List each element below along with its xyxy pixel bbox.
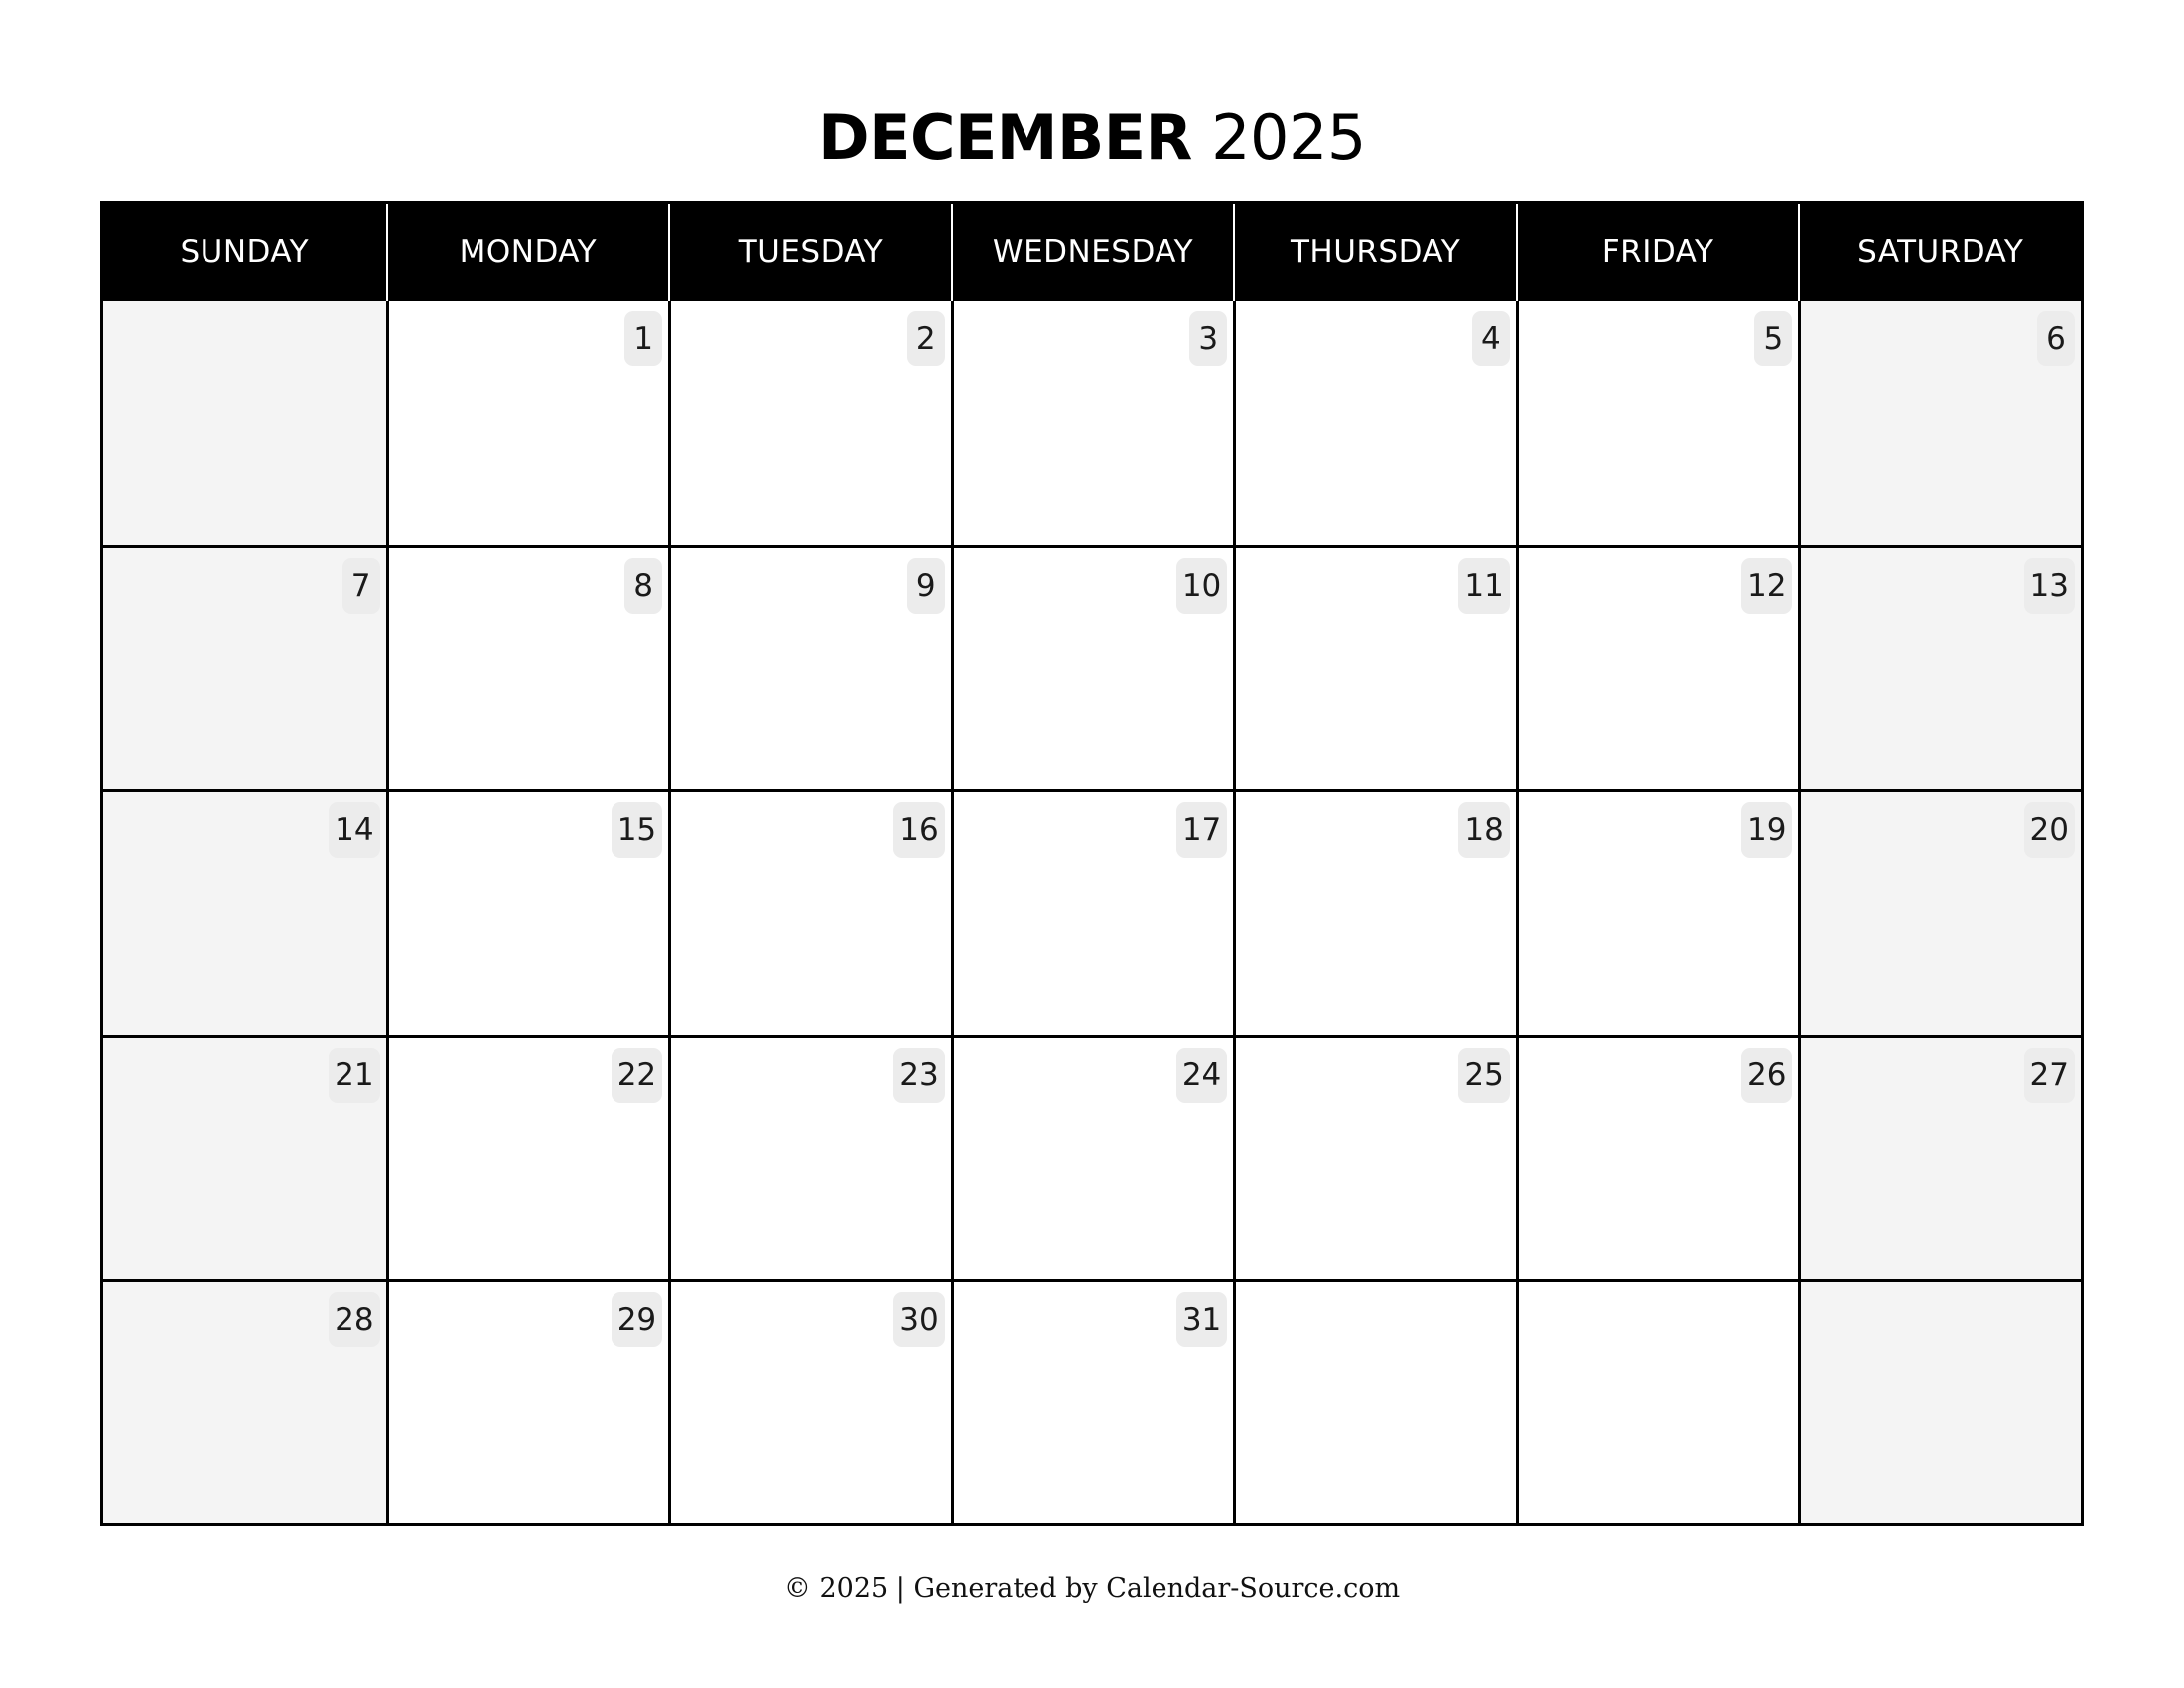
day-number: 3 (1189, 311, 1227, 366)
day-number: 22 (612, 1048, 662, 1103)
day-cell (103, 789, 386, 1034)
day-cell (103, 545, 386, 789)
day-cell (103, 1279, 386, 1523)
weekday-header-monday: MONDAY (386, 204, 669, 301)
day-number: 15 (612, 802, 662, 858)
day-cell (1516, 301, 1799, 545)
day-cell (386, 301, 669, 545)
day-cell (1798, 301, 2081, 545)
day-number: 27 (2024, 1048, 2075, 1103)
day-cell (386, 789, 669, 1034)
day-cell (1798, 545, 2081, 789)
day-number: 30 (893, 1292, 944, 1347)
day-number: 11 (1458, 558, 1509, 614)
day-cell (103, 1035, 386, 1279)
day-number: 20 (2024, 802, 2075, 858)
day-number: 18 (1458, 802, 1509, 858)
day-number: 9 (907, 558, 945, 614)
weekday-header-friday: FRIDAY (1516, 204, 1799, 301)
day-number: 23 (893, 1048, 944, 1103)
day-number: 8 (624, 558, 662, 614)
day-cell (103, 301, 386, 545)
day-cell (1798, 1035, 2081, 1279)
day-number: 24 (1176, 1048, 1227, 1103)
day-cell (951, 1279, 1234, 1523)
day-number: 31 (1176, 1292, 1227, 1347)
calendar-grid (100, 201, 2084, 1526)
day-number: 2 (907, 311, 945, 366)
day-number: 28 (329, 1292, 379, 1347)
day-number: 4 (1472, 311, 1510, 366)
day-cell (1233, 1279, 1516, 1523)
day-cell (951, 789, 1234, 1034)
weekday-header-wednesday: WEDNESDAY (951, 204, 1234, 301)
day-cell (1233, 789, 1516, 1034)
day-number: 6 (2037, 311, 2075, 366)
day-cell (668, 301, 951, 545)
day-number: 21 (329, 1048, 379, 1103)
day-cell (1233, 1035, 1516, 1279)
weekday-header-thursday: THURSDAY (1233, 204, 1516, 301)
day-number: 5 (1754, 311, 1792, 366)
calendar-title (0, 96, 2184, 180)
day-cell (386, 1279, 669, 1523)
day-cell (1516, 545, 1799, 789)
day-cell (951, 545, 1234, 789)
day-number: 10 (1176, 558, 1227, 614)
day-number: 14 (329, 802, 379, 858)
day-cell (1516, 1035, 1799, 1279)
day-cell (1233, 545, 1516, 789)
day-cell (1798, 789, 2081, 1034)
title-year: 2025 (1211, 101, 1366, 174)
weekday-header-sunday: SUNDAY (103, 204, 386, 301)
day-number: 29 (612, 1292, 662, 1347)
day-cell (668, 789, 951, 1034)
day-cell (386, 545, 669, 789)
day-cell (668, 1279, 951, 1523)
footer-credit: © 2025 | Generated by Calendar-Source.com (783, 1573, 1401, 1604)
day-number: 12 (1741, 558, 1792, 614)
day-number: 13 (2024, 558, 2075, 614)
day-cell (668, 1035, 951, 1279)
day-number: 26 (1741, 1048, 1792, 1103)
weekday-header-tuesday: TUESDAY (668, 204, 951, 301)
day-cell (1516, 1279, 1799, 1523)
day-cell (1798, 1279, 2081, 1523)
title-month: DECEMBER (818, 101, 1192, 174)
day-cell (1233, 301, 1516, 545)
day-cell (668, 545, 951, 789)
day-number: 19 (1741, 802, 1792, 858)
day-number: 25 (1458, 1048, 1509, 1103)
day-number: 17 (1176, 802, 1227, 858)
day-cell (951, 1035, 1234, 1279)
day-cell (386, 1035, 669, 1279)
day-number: 1 (624, 311, 662, 366)
weekday-header-saturday: SATURDAY (1798, 204, 2081, 301)
day-cell (1516, 789, 1799, 1034)
day-cell (951, 301, 1234, 545)
day-number: 7 (342, 558, 380, 614)
day-number: 16 (893, 802, 944, 858)
